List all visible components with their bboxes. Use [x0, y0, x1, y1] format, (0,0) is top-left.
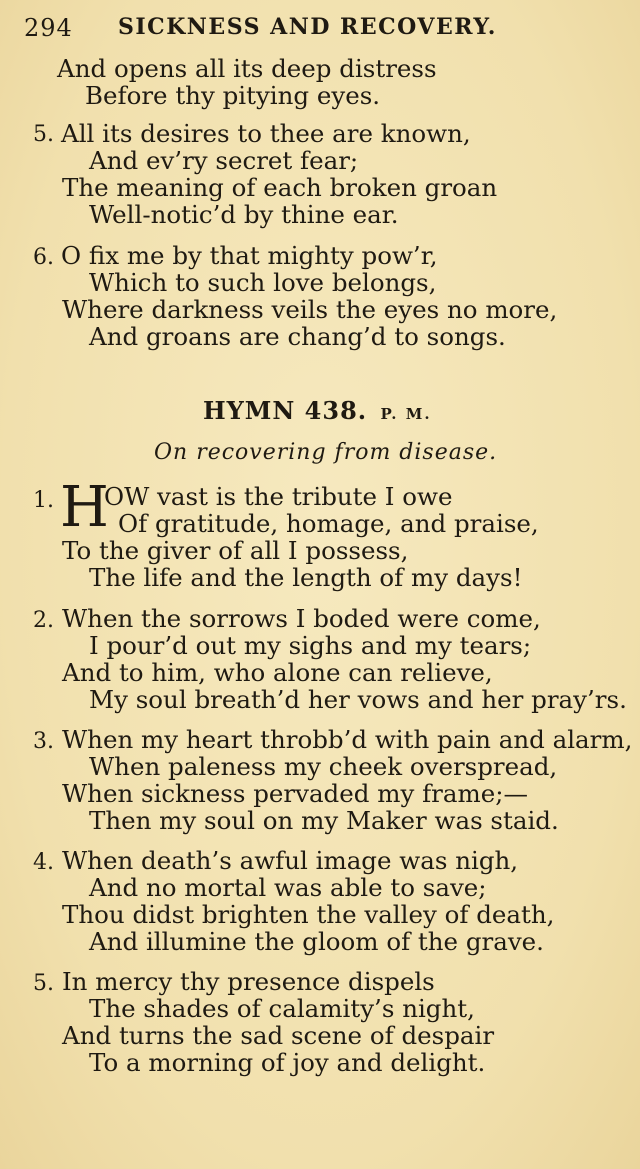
- verse-line: And turns the sad scene of despair: [62, 1021, 495, 1050]
- verse-line: Then my soul on my Maker was staid.: [89, 806, 559, 835]
- verse-line: O fix me by that mighty pow’r,: [61, 241, 438, 270]
- verse-line: In mercy thy presence dispels: [62, 967, 435, 996]
- stanza-number: 2.: [33, 608, 54, 633]
- verse-line: All its desires to thee are known,: [61, 119, 471, 148]
- verse-line: My soul breath’d her vows and her pray’rs.: [89, 685, 627, 714]
- verse-line: And no mortal was able to save;: [89, 873, 487, 902]
- hymn-title: [203, 396, 432, 425]
- verse-line: The meaning of each broken groan: [62, 173, 498, 202]
- verse-line: When sickness pervaded my frame;—: [62, 779, 528, 808]
- verse-line: When the sorrows I boded were come,: [62, 604, 541, 633]
- verse-line: Of gratitude, homage, and praise,: [118, 509, 539, 538]
- verse-line: Which to such love belongs,: [89, 268, 437, 297]
- verse-line: The shades of calamity’s night,: [89, 994, 475, 1023]
- verse-line: The life and the length of my days!: [89, 563, 523, 592]
- stanza-number: 6.: [33, 245, 54, 270]
- verse-line: Well-notic’d by thine ear.: [89, 200, 399, 229]
- verse-line: And ev’ry secret fear;: [89, 146, 359, 175]
- stanza-number: 5.: [33, 122, 54, 147]
- hymn-number: HYMN 438.: [203, 396, 368, 425]
- verse-line: OW vast is the tribute I owe: [104, 482, 453, 511]
- hymn-subtitle: On recovering from disease.: [154, 440, 498, 465]
- page-header: [24, 12, 624, 44]
- verse-line: And opens all its deep distress: [57, 54, 437, 83]
- verse-line: When my heart throbb’d with pain and alarm,: [62, 725, 633, 754]
- verse-line: Before thy pitying eyes.: [85, 81, 381, 110]
- verse-line: And illumine the gloom of the grave.: [89, 927, 544, 956]
- verse-line: I pour’d out my sighs and my tears;: [89, 631, 532, 660]
- verse-line: And groans are chang’d to songs.: [89, 322, 506, 351]
- stanza-number: 5.: [33, 971, 54, 996]
- page-number: 294: [24, 14, 73, 42]
- hymn-meter: P. M.: [380, 405, 432, 423]
- verse-line: When paleness my cheek overspread,: [89, 752, 558, 781]
- drop-cap: H: [60, 475, 109, 540]
- stanza-number: 4.: [33, 850, 54, 875]
- verse-line: And to him, who alone can relieve,: [62, 658, 493, 687]
- stanza-number: 3.: [33, 729, 54, 754]
- running-head: SICKNESS AND RECOVERY.: [118, 14, 497, 40]
- verse-line: To a morning of joy and delight.: [89, 1048, 486, 1077]
- verse-line: When death’s awful image was nigh,: [62, 846, 519, 875]
- verse-line: To the giver of all I possess,: [62, 536, 409, 565]
- stanza-number: 1.: [33, 488, 54, 513]
- verse-line: Where darkness veils the eyes no more,: [62, 295, 558, 324]
- verse-line: Thou didst brighten the valley of death,: [62, 900, 555, 929]
